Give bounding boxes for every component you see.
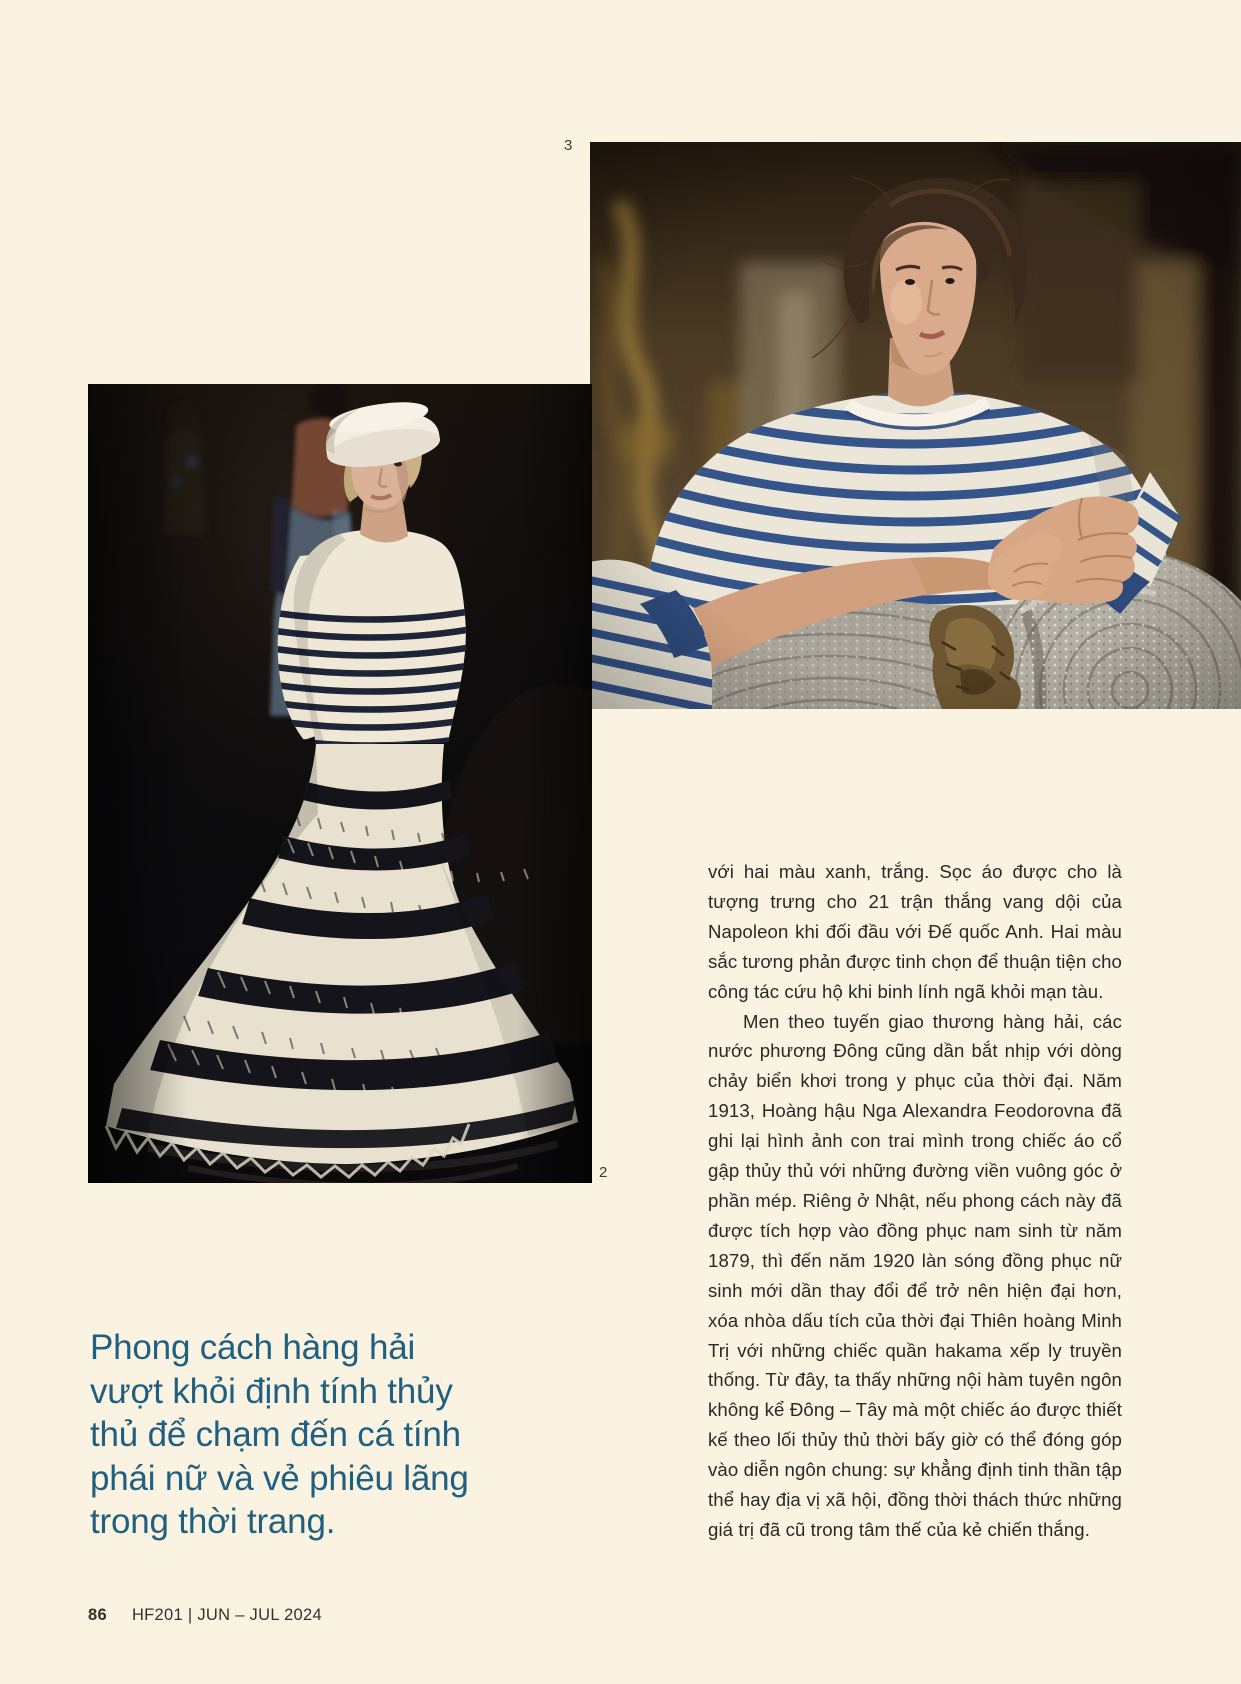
pull-quote-line: phái nữ và vẻ phiêu lãng [90, 1458, 469, 1498]
figure-number-2: 2 [599, 1164, 608, 1181]
article-paragraph: Men theo tuyến giao thương hàng hải, các nước phương Đông cũng dần bắt nhịp với dòng chảy biển khơi trong y phục của thời đại. Năm 1913, Hoàng hậu Nga Alexandra Feodorovna đã ghi lại hình ảnh con trai mình trong chiếc áo cổ gập thủy thủ với những đường viền vuông góc ở phần mép. Riêng ở Nhật, nếu phong cách này đã được tích hợp vào đồng phục nam sinh từ năm 1879, thì đến năm 1920 làn sóng đồng phục nữ sinh mới dần thay đổi để trở nên hiện đại hơn, xóa nhòa dấu tích của thời đại Thiên hoàng Minh Trị với những chiếc quần hakama xếp ly truyền thống. Từ đây, ta thấy những nội hàm tuyên ngôn không kể Đông – Tây mà một chiếc áo được thiết kế theo lối thủy thủ thời bấy giờ có thể đóng góp vào diễn ngôn chung: sự khẳng định tinh thần tập thể hay địa vị xã hội, đồng thời thách thức những giá trị đã cũ trong tâm thế của kẻ chiến thắng. [708, 1010, 1122, 1540]
chanel-portrait-art [590, 142, 1241, 709]
page-footer [88, 1606, 322, 1625]
runway-photo-art [88, 384, 592, 1183]
page-number: 86 [88, 1606, 107, 1624]
article-body [708, 857, 1122, 1545]
pull-quote [90, 1326, 580, 1544]
pull-quote-line: thủ để chạm đến cá tính [90, 1415, 461, 1454]
figure-number-3: 3 [564, 137, 573, 154]
pull-quote-line: Phong cách hàng hải [90, 1328, 416, 1367]
chanel-portrait-photo [590, 142, 1241, 709]
issue-info: HF201 | JUN – JUL 2024 [131, 1606, 322, 1624]
pull-quote-line: trong thời trang. [90, 1502, 336, 1541]
article-paragraph: với hai màu xanh, trắng. Sọc áo được cho là tượng trưng cho 21 trận thắng vang dội của Napoleon khi đối đầu với Đế quốc Anh. Hai màu sắc tương phản được tinh chọn để thuận tiện cho công tác cứu hộ khi binh lính ngã khỏi mạn tàu. [708, 861, 1122, 1002]
runway-photo [88, 384, 592, 1183]
pull-quote-line: vượt khỏi định tính thủy [90, 1371, 453, 1411]
